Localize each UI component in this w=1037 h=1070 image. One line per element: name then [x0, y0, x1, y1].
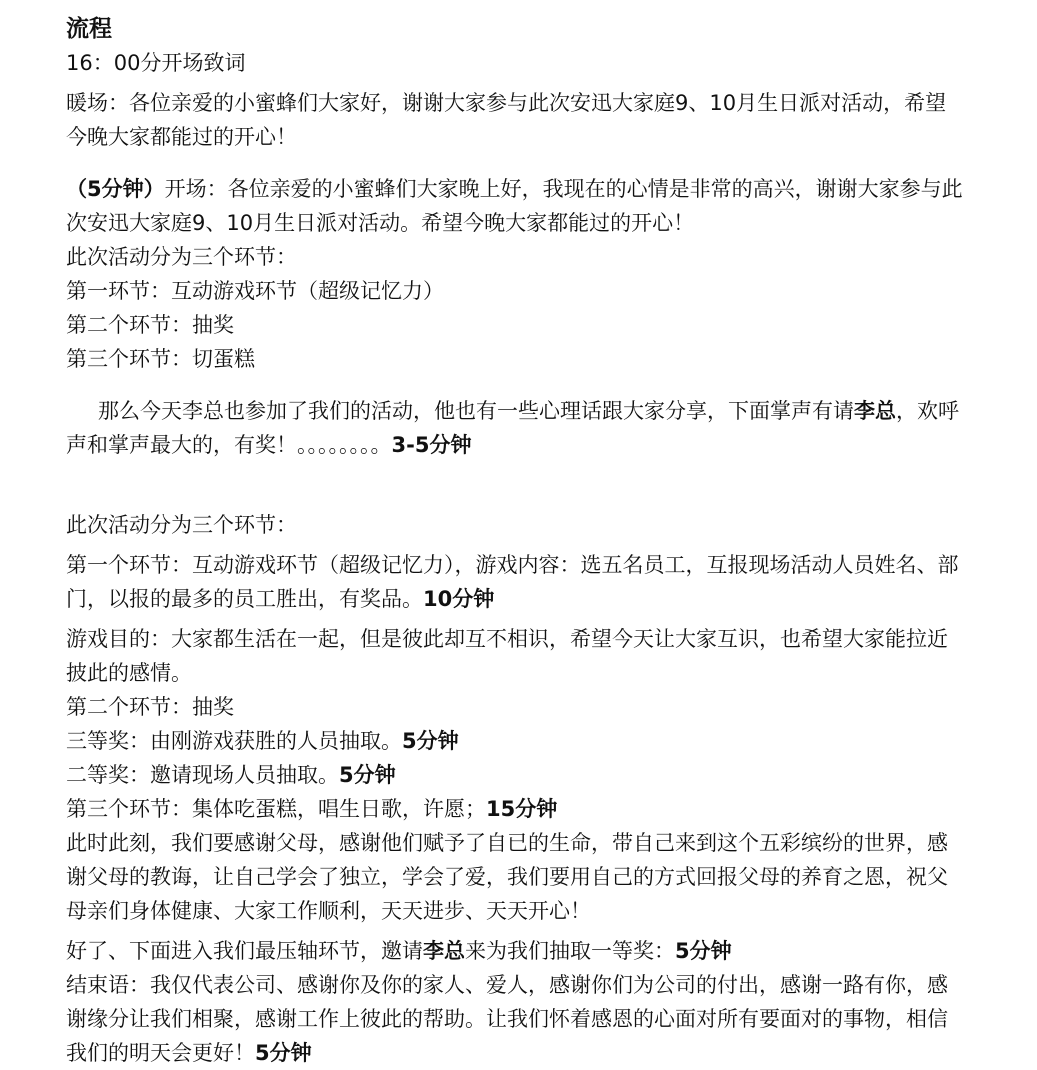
opening-paragraph	[66, 172, 966, 240]
first-prize-duration: 5分钟	[675, 939, 732, 963]
closing-duration: 5分钟	[255, 1041, 312, 1065]
segment-1-duration: 10分钟	[423, 587, 495, 611]
li-duration: 3-5分钟	[391, 433, 472, 457]
thanks-parents-paragraph: 此时此刻，我们要感谢父母，感谢他们赋予了自已的生命，带自己来到这个五彩缤纷的世界，感谢父母的教诲，让自己学会了独立，学会了爱，我们要用自己的方式回报父母的养育之恩，祝父母亲们身体健康、大家工作顺利，天天进步、天天开心！	[66, 831, 948, 923]
segment-1-line: 第一环节：互动游戏环节（超级记忆力）	[66, 279, 444, 303]
first-prize-text: 好了、下面进入我们最压轴环节，邀请	[66, 939, 423, 963]
li-invite-text: 那么今天李总也参加了我们的活动，他也有一些心理话跟大家分享，下面掌声有请	[98, 399, 854, 423]
second-prize-line	[66, 758, 966, 792]
segment-2-detail: 第二个环节：抽奖	[66, 695, 234, 719]
closing-paragraph	[66, 968, 966, 1070]
segment-3-line: 第三个环节：切蛋糕	[66, 347, 255, 371]
first-prize-li-name: 李总	[423, 939, 465, 963]
closing-text: 结束语：我仅代表公司、感谢你及你的家人、爱人，感谢你们为公司的付出，感谢一路有你，感谢缘分让我们相聚，感谢工作上彼此的帮助。让我们怀着感恩的心面对所有要面对的事物，相信我们的明天会更好！	[66, 973, 948, 1065]
three-segments-intro-2: 此次活动分为三个环节：	[66, 513, 297, 537]
li-name: 李总	[854, 399, 896, 423]
start-time-line: 16：00分开场致词	[66, 51, 246, 75]
segment-2-line: 第二个环节：抽奖	[66, 313, 234, 337]
li-invite-text-2: ，欢呼声和掌声最大的，有奖！。。。。。。。。	[66, 399, 959, 457]
three-segments-intro: 此次活动分为三个环节：	[66, 245, 297, 269]
first-prize-text-2: 来为我们抽取一等奖：	[465, 939, 675, 963]
first-prize-line	[66, 934, 966, 968]
document-title: 流程	[66, 16, 112, 42]
second-prize-duration: 5分钟	[339, 763, 396, 787]
third-prize-text: 三等奖：由刚游戏获胜的人员抽取。	[66, 729, 402, 753]
third-prize-line	[66, 724, 966, 758]
segment-1-detail-text: 第一个环节：互动游戏环节（超级记忆力），游戏内容：选五名员工，互报现场活动人员姓名、部门，以报的最多的员工胜出，有奖品。	[66, 553, 959, 611]
opening-text: 开场：各位亲爱的小蜜蜂们大家晚上好，我现在的心情是非常的高兴，谢谢大家参与此次安迅大家庭9、10月生日派对活动。希望今晚大家都能过的开心！	[66, 177, 963, 235]
segment-3-detail-text: 第三个环节：集体吃蛋糕，唱生日歌，许愿；	[66, 797, 486, 821]
segment-3-duration: 15分钟	[486, 797, 558, 821]
opening-duration: （5分钟）	[66, 177, 165, 201]
warmup-paragraph: 暖场：各位亲爱的小蜜蜂们大家好，谢谢大家参与此次安迅大家庭9、10月生日派对活动，希望今晚大家都能过的开心！	[66, 91, 947, 149]
li-invite-paragraph	[66, 394, 966, 462]
segment-1-detail	[66, 548, 966, 616]
segment-3-detail	[66, 792, 966, 826]
document-body	[66, 12, 966, 1070]
second-prize-text: 二等奖：邀请现场人员抽取。	[66, 763, 339, 787]
third-prize-duration: 5分钟	[402, 729, 459, 753]
game-goal-paragraph: 游戏目的：大家都生活在一起，但是彼此却互不相识，希望今天让大家互识，也希望大家能拉近披此的感情。	[66, 627, 948, 685]
